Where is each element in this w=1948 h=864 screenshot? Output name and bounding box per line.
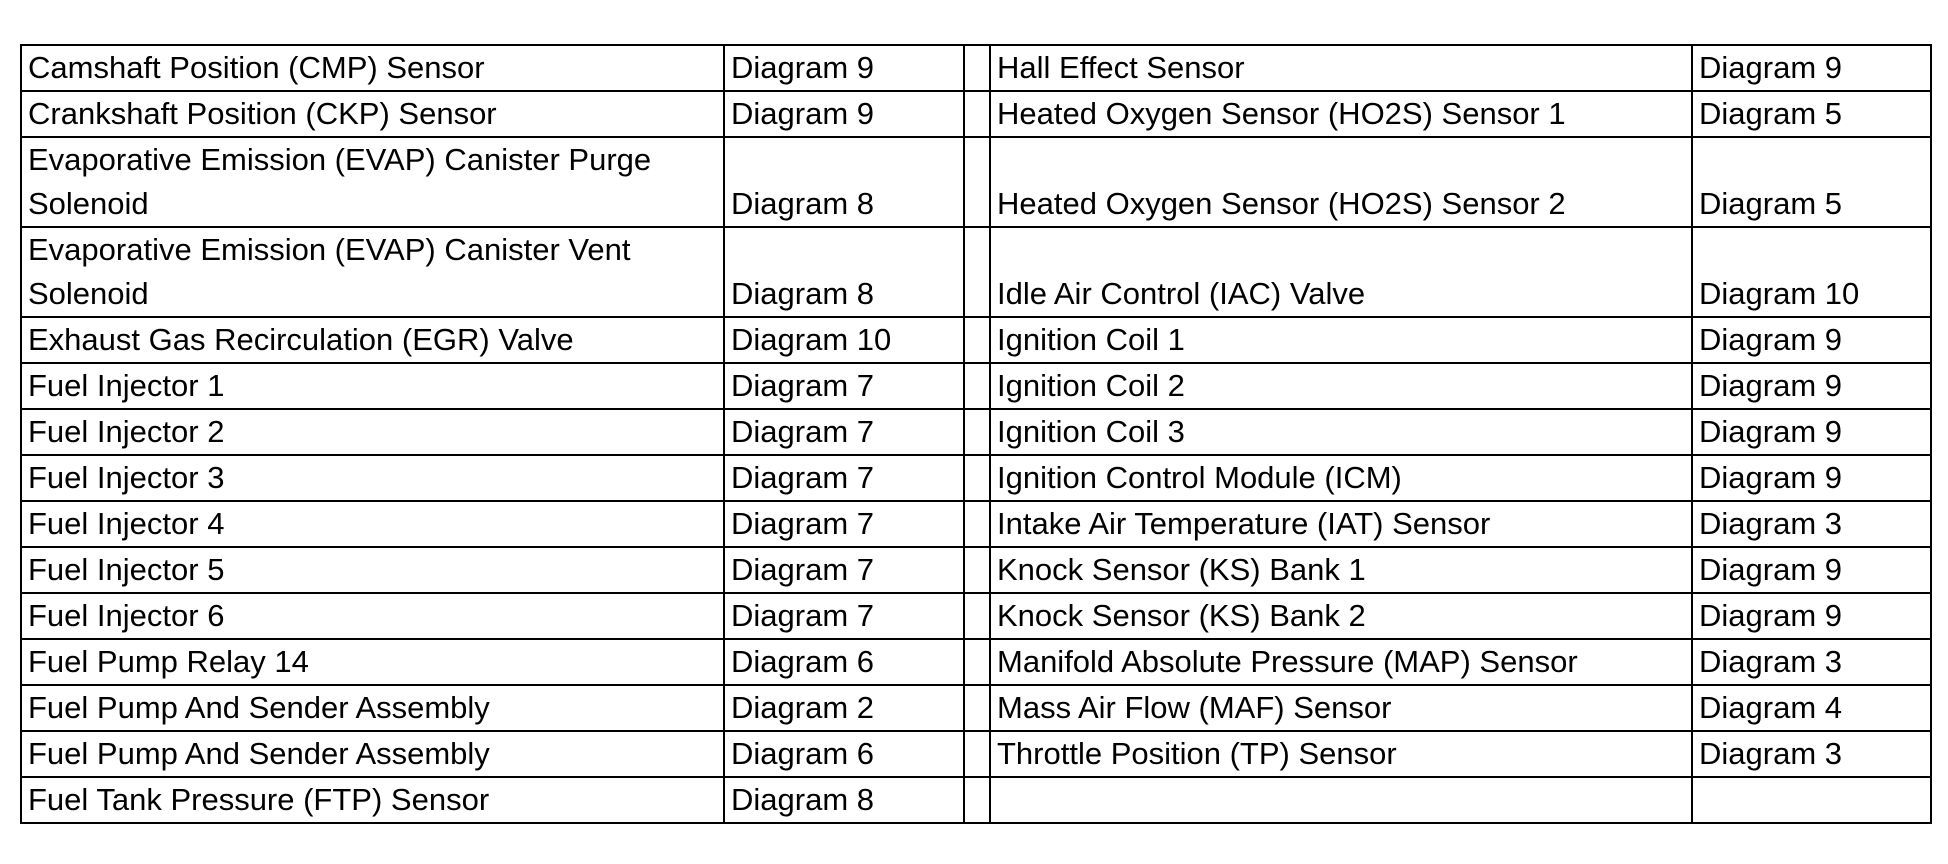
table-row	[21, 45, 1931, 91]
right-component-cell: Manifold Absolute Pressure (MAP) Sensor	[990, 639, 1692, 685]
left-component-cell: Evaporative Emission (EVAP) Canister Purge Solenoid	[21, 137, 724, 227]
right-diagram-cell: Diagram 3	[1692, 731, 1931, 777]
left-diagram-cell: Diagram 7	[724, 501, 964, 547]
table-row	[21, 227, 1931, 317]
right-diagram-cell: Diagram 3	[1692, 501, 1931, 547]
left-diagram-cell: Diagram 9	[724, 91, 964, 137]
column-separator	[964, 685, 990, 731]
left-component-cell: Fuel Pump And Sender Assembly	[21, 685, 724, 731]
column-separator	[964, 593, 990, 639]
table-row	[21, 593, 1931, 639]
component-table	[20, 44, 1932, 824]
table-row	[21, 639, 1931, 685]
table-row	[21, 685, 1931, 731]
right-diagram-cell: Diagram 9	[1692, 409, 1931, 455]
left-component-cell: Fuel Injector 3	[21, 455, 724, 501]
table-row	[21, 501, 1931, 547]
right-component-cell: Heated Oxygen Sensor (HO2S) Sensor 1	[990, 91, 1692, 137]
left-component-cell: Fuel Injector 5	[21, 547, 724, 593]
right-component-cell: Intake Air Temperature (IAT) Sensor	[990, 501, 1692, 547]
left-diagram-cell: Diagram 8	[724, 137, 964, 227]
column-separator	[964, 363, 990, 409]
table-row	[21, 409, 1931, 455]
left-component-cell: Fuel Tank Pressure (FTP) Sensor	[21, 777, 724, 823]
left-component-cell: Exhaust Gas Recirculation (EGR) Valve	[21, 317, 724, 363]
right-component-cell: Hall Effect Sensor	[990, 45, 1692, 91]
left-component-cell: Camshaft Position (CMP) Sensor	[21, 45, 724, 91]
right-diagram-cell: Diagram 5	[1692, 91, 1931, 137]
left-diagram-cell: Diagram 7	[724, 593, 964, 639]
left-component-cell: Fuel Injector 1	[21, 363, 724, 409]
left-diagram-cell: Diagram 7	[724, 409, 964, 455]
right-component-cell: Ignition Control Module (ICM)	[990, 455, 1692, 501]
column-separator	[964, 317, 990, 363]
right-component-cell: Heated Oxygen Sensor (HO2S) Sensor 2	[990, 137, 1692, 227]
right-component-cell: Knock Sensor (KS) Bank 2	[990, 593, 1692, 639]
component-diagram-index	[20, 44, 1932, 824]
left-diagram-cell: Diagram 8	[724, 777, 964, 823]
column-separator	[964, 409, 990, 455]
left-component-cell: Crankshaft Position (CKP) Sensor	[21, 91, 724, 137]
right-diagram-cell: Diagram 10	[1692, 227, 1931, 317]
right-component-cell: Mass Air Flow (MAF) Sensor	[990, 685, 1692, 731]
left-diagram-cell: Diagram 6	[724, 639, 964, 685]
right-component-cell: Ignition Coil 3	[990, 409, 1692, 455]
left-component-cell: Fuel Pump Relay 14	[21, 639, 724, 685]
table-row	[21, 547, 1931, 593]
left-component-cell: Evaporative Emission (EVAP) Canister Vent Solenoid	[21, 227, 724, 317]
right-component-cell: Ignition Coil 2	[990, 363, 1692, 409]
table-row	[21, 363, 1931, 409]
right-diagram-cell: Diagram 9	[1692, 317, 1931, 363]
column-separator	[964, 45, 990, 91]
column-separator	[964, 731, 990, 777]
left-diagram-cell: Diagram 10	[724, 317, 964, 363]
left-diagram-cell: Diagram 9	[724, 45, 964, 91]
right-component-cell	[990, 777, 1692, 823]
right-diagram-cell: Diagram 9	[1692, 547, 1931, 593]
right-diagram-cell: Diagram 9	[1692, 45, 1931, 91]
right-diagram-cell: Diagram 9	[1692, 455, 1931, 501]
column-separator	[964, 547, 990, 593]
column-separator	[964, 777, 990, 823]
right-component-cell: Idle Air Control (IAC) Valve	[990, 227, 1692, 317]
right-diagram-cell: Diagram 4	[1692, 685, 1931, 731]
column-separator	[964, 501, 990, 547]
column-separator	[964, 91, 990, 137]
right-diagram-cell: Diagram 9	[1692, 363, 1931, 409]
right-component-cell: Throttle Position (TP) Sensor	[990, 731, 1692, 777]
column-separator	[964, 227, 990, 317]
left-component-cell: Fuel Injector 4	[21, 501, 724, 547]
table-row	[21, 455, 1931, 501]
right-diagram-cell: Diagram 3	[1692, 639, 1931, 685]
table-row	[21, 777, 1931, 823]
left-component-cell: Fuel Injector 2	[21, 409, 724, 455]
left-component-cell: Fuel Injector 6	[21, 593, 724, 639]
right-component-cell: Ignition Coil 1	[990, 317, 1692, 363]
table-row	[21, 731, 1931, 777]
table-row	[21, 317, 1931, 363]
right-diagram-cell: Diagram 5	[1692, 137, 1931, 227]
left-diagram-cell: Diagram 7	[724, 547, 964, 593]
left-component-cell: Fuel Pump And Sender Assembly	[21, 731, 724, 777]
left-diagram-cell: Diagram 2	[724, 685, 964, 731]
table-row	[21, 137, 1931, 227]
right-diagram-cell	[1692, 777, 1931, 823]
left-diagram-cell: Diagram 7	[724, 455, 964, 501]
column-separator	[964, 639, 990, 685]
column-separator	[964, 137, 990, 227]
left-diagram-cell: Diagram 8	[724, 227, 964, 317]
left-diagram-cell: Diagram 7	[724, 363, 964, 409]
table-row	[21, 91, 1931, 137]
left-diagram-cell: Diagram 6	[724, 731, 964, 777]
right-diagram-cell: Diagram 9	[1692, 593, 1931, 639]
column-separator	[964, 455, 990, 501]
right-component-cell: Knock Sensor (KS) Bank 1	[990, 547, 1692, 593]
